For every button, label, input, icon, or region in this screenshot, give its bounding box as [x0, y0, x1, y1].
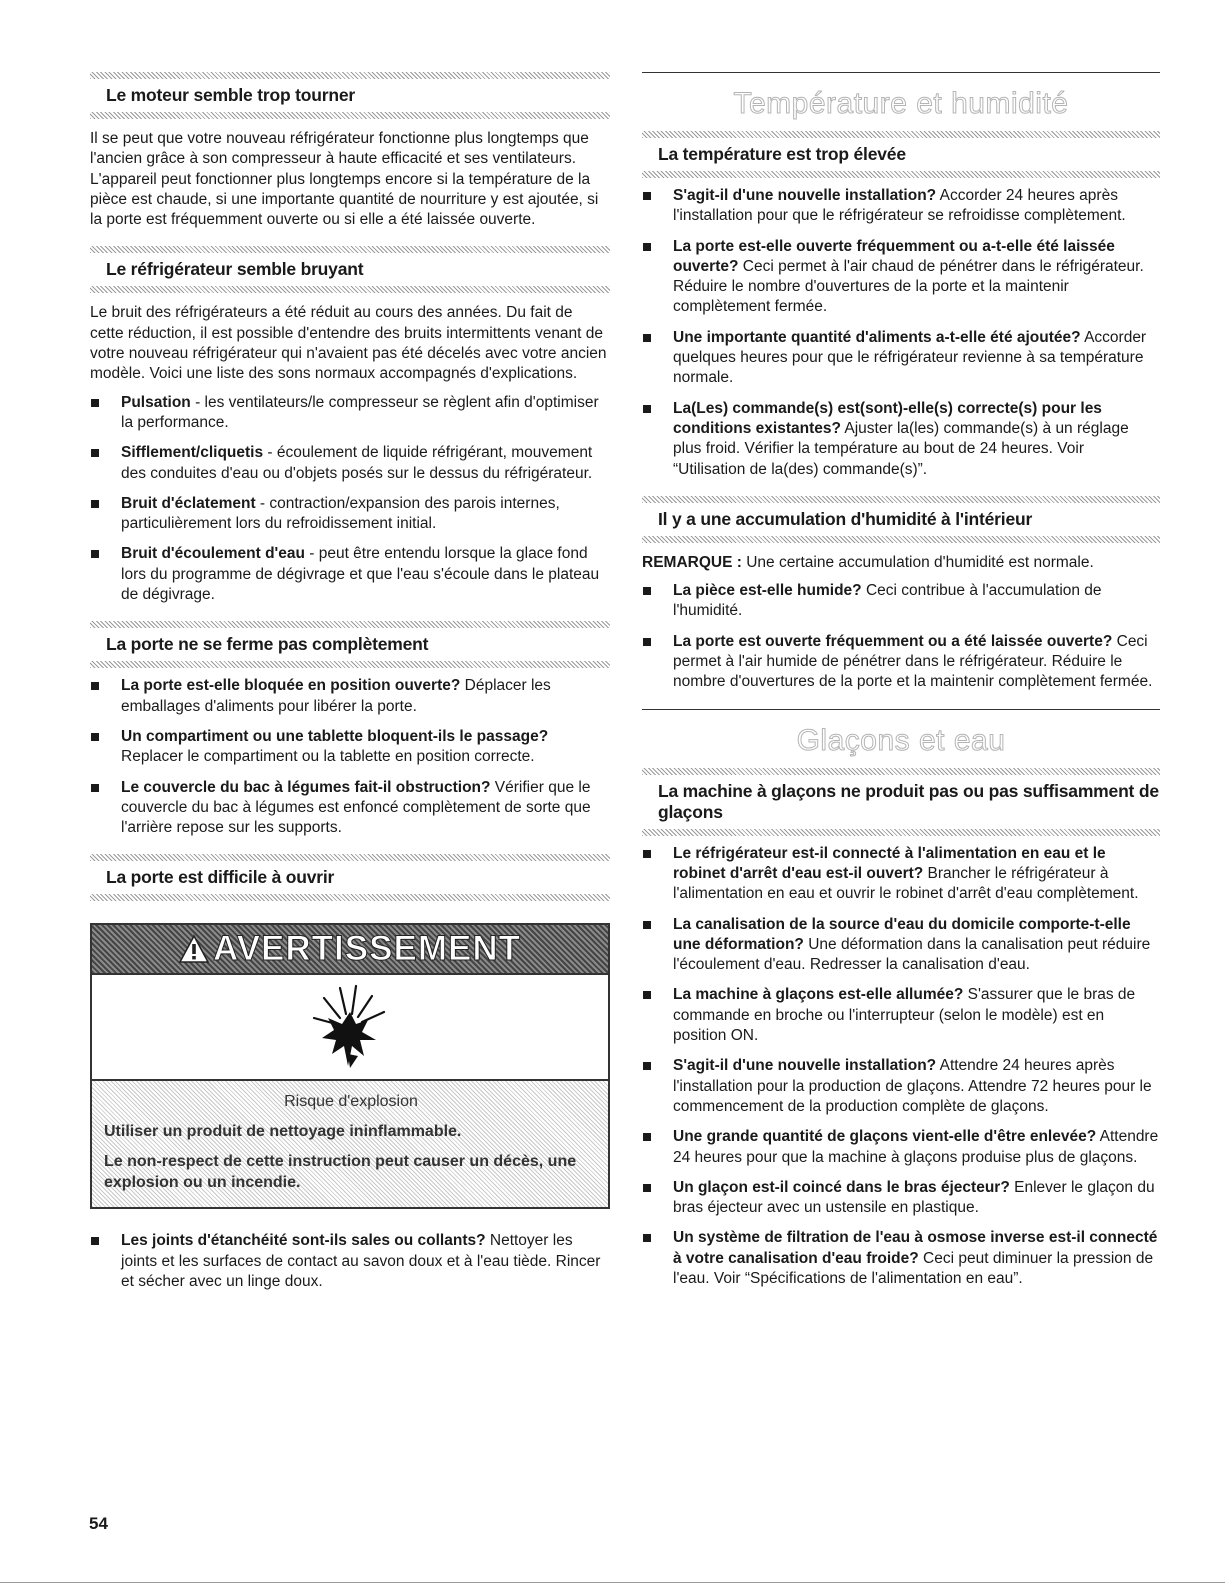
list-item: Un système de filtration de l'eau à osmose inverse est-il connecté à votre canalisation d'eau froide? Ceci peut diminuer la pression de l'eau. Voir “Spécifications de l'alimentation en eau”. [642, 1228, 1160, 1289]
section-title: La porte est difficile à ouvrir [106, 867, 335, 888]
page-bottom-rule [0, 1582, 1225, 1583]
shade-bar [90, 894, 610, 901]
list-item: Une grande quantité de glaçons vient-elle d'être enlevée? Attendre 24 heures pour que la machine à glaçons produise plus de glaçons. [642, 1127, 1160, 1168]
temperature-list [642, 186, 1160, 480]
humidity-list [642, 581, 1160, 692]
shade-bar [90, 246, 610, 253]
category-title: Température et humidité [733, 87, 1069, 120]
section-door-open [90, 854, 610, 901]
shade-bar [90, 286, 610, 293]
list-item: Le couvercle du bac à légumes fait-il obstruction? Vérifier que le couvercle du bac à légumes est enfoncé complètement de sorte que l'arrière repose sur les supports. [90, 778, 610, 839]
shade-bar [642, 496, 1160, 503]
section-title: La température est trop élevée [658, 144, 906, 164]
section-title: La porte ne se ferme pas complètement [106, 634, 429, 655]
list-item: Un compartiment ou une tablette bloquent-ils le passage? Replacer le compartiment ou la tablette en position correcte. [90, 727, 610, 768]
section-noise [90, 246, 610, 293]
explosion-icon [304, 984, 396, 1070]
list-item: La porte est-elle bloquée en position ouverte? Déplacer les emballages d'aliments pour libérer la porte. [90, 676, 610, 717]
list-item: La canalisation de la source d'eau du domicile comporte-t-elle une déformation? Une déformation dans la canalisation peut réduire l'écoulement d'eau. Redresser la canalisation d'eau. [642, 915, 1160, 976]
shade-bar [90, 621, 610, 628]
list-item: Une importante quantité d'aliments a-t-elle été ajoutée? Accorder quelques heures pour que le réfrigérateur revienne à sa température normale. [642, 328, 1160, 389]
list-item: La pièce est-elle humide? Ceci contribue à l'accumulation de l'humidité. [642, 581, 1160, 622]
list-item: Bruit d'éclatement - contraction/expansion des parois internes, particulièrement lors du refroidissement initial. [90, 494, 610, 535]
section-motor [90, 72, 610, 119]
warning-box [90, 923, 610, 1209]
list-item: S'agit-il d'une nouvelle installation? Accorder 24 heures après l'installation pour que le réfrigérateur se refroidisse complètement. [642, 186, 1160, 227]
door-open-list [90, 1231, 610, 1292]
shade-bar [642, 171, 1160, 178]
shade-bar [642, 536, 1160, 543]
shade-bar [90, 661, 610, 668]
warning-header [92, 925, 608, 975]
section-body: Le bruit des réfrigérateurs a été réduit au cours des années. Du fait de cette réduction, il est possible d'entendre des bruits intermittents venant de votre nouveau réfrigérateur qui n'avaient pas été décelés avec votre ancien modèle. Voici une liste des sons normaux accompagnés d'explications. [90, 304, 607, 383]
right-column [642, 72, 1160, 1289]
noise-list [90, 393, 610, 606]
left-column [90, 72, 610, 1292]
shade-bar [90, 854, 610, 861]
list-item: La machine à glaçons est-elle allumée? S'assurer que le bras de commande en broche ou l'interrupteur (selon le modèle) est en position ON. [642, 985, 1160, 1046]
page-number: 54 [89, 1514, 108, 1533]
list-item: Le réfrigérateur est-il connecté à l'alimentation en eau et le robinet d'arrêt d'eau est-il ouvert? Brancher le réfrigérateur à l'alimentation en eau et ouvrir le robinet d'arrêt d'eau complètement. [642, 844, 1160, 905]
list-item: Pulsation - les ventilateurs/le compresseur se règlent afin d'optimiser la performance. [90, 393, 610, 434]
warning-label: AVERTISSEMENT [213, 929, 521, 969]
list-item: Un glaçon est-il coincé dans le bras éjecteur? Enlever le glaçon du bras éjecteur avec un ustensile en plastique. [642, 1178, 1160, 1219]
section-title: Le moteur semble trop tourner [106, 85, 355, 105]
section-ice [642, 768, 1160, 836]
warning-consequence: Le non-respect de cette instruction peut causer un décès, une explosion ou un incendie. [104, 1153, 577, 1192]
section-title: La machine à glaçons ne produit pas ou pas suffisamment de glaçons [658, 780, 1159, 822]
list-item: La porte est ouverte fréquemment ou a été laissée ouverte? Ceci permet à l'air humide de pénétrer dans le réfrigérateur. Réduire le nombre d'ouvertures de la porte et la maintenir complètement fermée. [642, 632, 1160, 693]
section-humidity [642, 496, 1160, 543]
list-item: Sifflement/cliquetis - écoulement de liquide réfrigérant, mouvement des conduites d'eau ou d'objets posés sur le dessus du réfrigérateur. [90, 443, 610, 484]
list-item: La porte est-elle ouverte fréquemment ou a-t-elle été laissée ouverte? Ceci permet à l'air chaud de pénétrer dans le réfrigérateur. Réduire le nombre d'ouvertures de la porte et la maintenir complètement fermée. [642, 237, 1160, 318]
section-body: Il se peut que votre nouveau réfrigérateur fonctionne plus longtemps que l'ancien grâce à son compresseur à haute efficacité et ses ventilateurs. L'appareil peut fonctionner plus longtemps encore si la température de la pièce est chaude, si une importante quantité de nourriture y est ajoutée, si la porte est fréquemment ouverte ou si elle a été laissée ouverte. [90, 130, 599, 229]
shade-bar [90, 112, 610, 119]
warning-instruction: Utiliser un produit de nettoyage ininflammable. [104, 1123, 462, 1141]
list-item: S'agit-il d'une nouvelle installation? Attendre 24 heures après l'installation pour la production de glaçons. Attendre 72 heures pour le commencement de la production complète de glaçons. [642, 1056, 1160, 1117]
section-title: Il y a une accumulation d'humidité à l'intérieur [658, 508, 1033, 529]
ice-list [642, 844, 1160, 1290]
section-title: Le réfrigérateur semble bruyant [106, 259, 364, 280]
list-item: Bruit d'écoulement d'eau - peut être entendu lorsque la glace fond lors du programme de dégivrage et que l'eau s'écoule dans le plateau de dégivrage. [90, 544, 610, 605]
list-item: Les joints d'étanchéité sont-ils sales ou collants? Nettoyer les joints et les surfaces de contact au savon doux et à l'eau tiède. Rincer et sécher avec un linge doux. [90, 1231, 610, 1292]
warning-text-area [92, 1081, 608, 1207]
shade-bar [90, 72, 610, 79]
warning-risk: Risque d'explosion [284, 1093, 418, 1111]
shade-bar [642, 131, 1160, 138]
explosion-icon-area [92, 975, 608, 1081]
section-door-close [90, 621, 610, 668]
note: REMARQUE : Une certaine accumulation d'humidité est normale. [642, 553, 1094, 571]
warning-triangle-icon [179, 934, 209, 964]
category-title: Glaçons et eau [796, 723, 1006, 757]
shade-bar [642, 829, 1160, 836]
section-temperature [642, 131, 1160, 178]
door-close-list [90, 676, 610, 838]
shade-bar [642, 768, 1160, 775]
list-item: La(Les) commande(s) est(sont)-elle(s) correcte(s) pour les conditions existantes? Ajuster la(les) commande(s) à un réglage plus froid. Vérifier la température au bout de 24 heures. Voir “Utilisation de la(des) commande(s)”. [642, 399, 1160, 480]
